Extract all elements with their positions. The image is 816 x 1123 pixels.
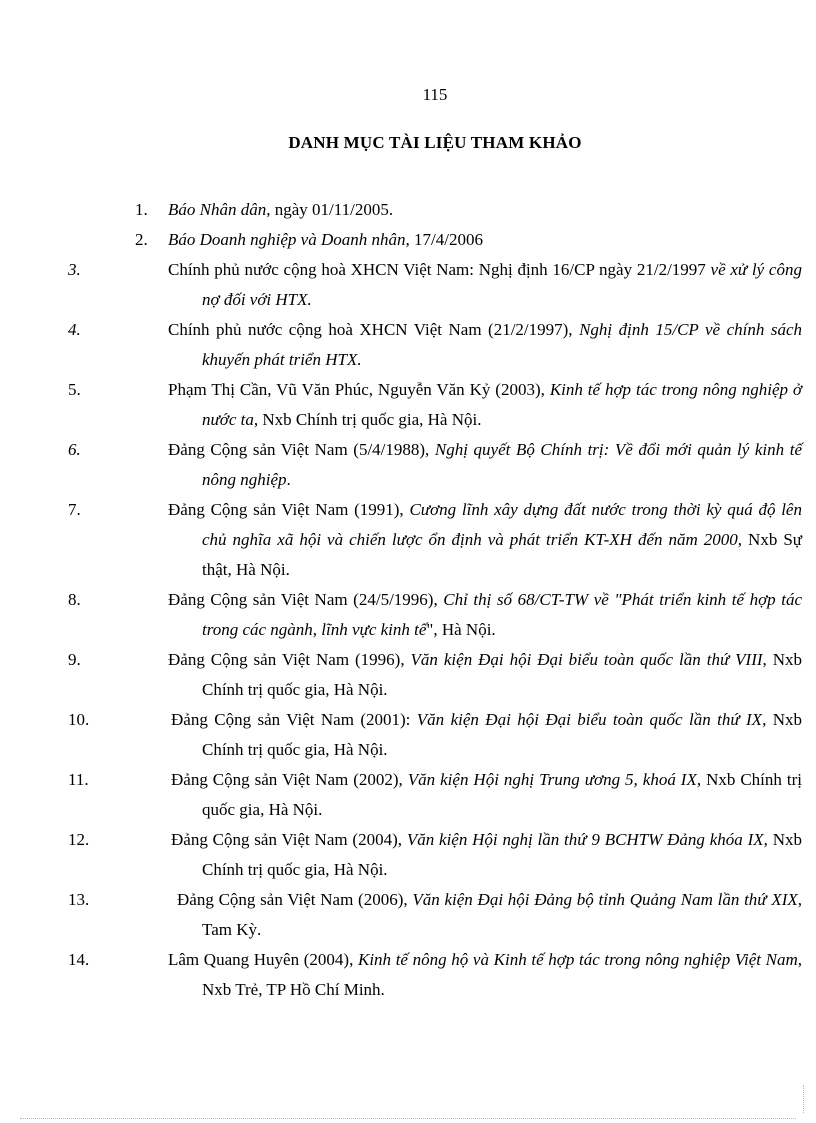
reference-text: Văn kiện Đại hội Đại biểu toàn quốc lần thứ IX	[416, 710, 763, 729]
reference-text: Lâm Quang Huyên (2004),	[168, 950, 358, 969]
reference-text: Văn kiện Hội nghị lần thứ 9 BCHTW Đảng khóa IX	[406, 830, 764, 849]
reference-text: , Tam Kỳ.	[202, 890, 802, 939]
reference-text: , Nxb Chính trị quốc gia, Hà Nội.	[253, 410, 482, 429]
reference-item	[68, 705, 802, 765]
reference-number: 5.	[68, 380, 81, 399]
reference-text: Nghị quyết Bộ Chính trị: Về đổi mới quản lý kinh tế nông nghiệp	[202, 440, 802, 489]
reference-item	[68, 435, 802, 495]
reference-number: 11.	[68, 770, 89, 789]
page-number: 115	[422, 85, 448, 104]
reference-item	[68, 255, 802, 315]
reference-text: Nghị định 15/CP về chính sách khuyến phát triển HTX.	[202, 320, 802, 369]
reference-text: Đảng Cộng sản Việt Nam (2001):	[171, 710, 417, 729]
page-border-dotted	[20, 1118, 796, 1119]
reference-text: , Nxb Chính trị quốc gia, Hà Nội.	[202, 830, 803, 879]
reference-item	[68, 825, 803, 885]
reference-number: 9.	[68, 650, 81, 669]
reference-text: Kinh tế nông hộ và Kinh tế hợp tác trong nông nghiệp Việt Nam	[357, 950, 798, 969]
reference-text: , Nxb Chính trị quốc gia, Hà Nội.	[202, 650, 803, 699]
reference-number: 1.	[135, 200, 148, 219]
reference-item	[68, 585, 803, 645]
reference-text: , ngày 01/11/2005.	[266, 200, 394, 219]
reference-item	[68, 765, 802, 825]
reference-text: Chính phủ nước cộng hoà XHCN Việt Nam: Nghị định 16/CP ngày 21/2/1997	[168, 260, 711, 279]
reference-text: Văn kiện Hội nghị Trung ương 5, khoá IX	[407, 770, 697, 789]
reference-item	[135, 195, 735, 225]
reference-item	[135, 225, 735, 255]
reference-item	[68, 315, 802, 375]
reference-text: Chính phủ nước cộng hoà XHCN Việt Nam (21/2/1997),	[168, 320, 580, 339]
reference-text: , Nxb Sự thật, Hà Nội.	[202, 530, 802, 579]
reference-item	[68, 885, 802, 945]
reference-text: ", Hà Nội.	[426, 620, 496, 639]
reference-text: Đảng Cộng sản Việt Nam (2004),	[171, 830, 407, 849]
reference-item	[68, 945, 802, 1005]
reference-text: Kinh tế hợp tác trong nông nghiệp ở nước ta	[202, 380, 802, 429]
reference-text: Đảng Cộng sản Việt Nam (24/5/1996),	[168, 590, 444, 609]
reference-text: , Nxb Chính trị quốc gia, Hà Nội.	[202, 710, 802, 759]
reference-item	[68, 375, 802, 435]
reference-text: Đảng Cộng sản Việt Nam (2002),	[171, 770, 408, 789]
reference-number: 7.	[68, 500, 81, 519]
reference-number: 3.	[68, 260, 81, 279]
reference-text: , 17/4/2006	[405, 230, 483, 249]
reference-text: Đảng Cộng sản Việt Nam (1996),	[168, 650, 411, 669]
reference-text: Cương lĩnh xây dựng đất nước trong thời kỳ quá độ lên chủ nghĩa xã hội và chiến lược ổn định và phát triển KT-XH đến năm 2000	[202, 500, 802, 549]
reference-number: 10.	[68, 710, 90, 729]
reference-text: Báo Nhân dân	[168, 200, 267, 219]
reference-text: , Nxb Chính trị quốc gia, Hà Nội.	[202, 770, 802, 819]
page-corner-dotted	[803, 1085, 804, 1113]
reference-number: 8.	[68, 590, 81, 609]
reference-number: 13.	[68, 890, 90, 909]
reference-item	[68, 495, 802, 585]
reference-text: Văn kiện Đại hội Đảng bộ tỉnh Quảng Nam lần thứ XIX	[412, 890, 798, 909]
page-title: DANH MỤC TÀI LIỆU THAM KHẢO	[288, 133, 582, 152]
reference-text: Văn kiện Đại hội Đại biểu toàn quốc lần thứ VIII	[410, 650, 763, 669]
reference-text: Đảng Cộng sản Việt Nam (1991),	[168, 500, 410, 519]
reference-text: .	[286, 470, 291, 489]
reference-text: Phạm Thị Cần, Vũ Văn Phúc, Nguyễn Văn Kỷ (2003),	[168, 380, 550, 399]
reference-text: Đảng Cộng sản Việt Nam (5/4/1988),	[168, 440, 435, 459]
reference-item	[68, 645, 803, 705]
reference-number: 12.	[68, 830, 90, 849]
reference-number: 4.	[68, 320, 81, 339]
reference-text: , Nxb Trẻ, TP Hồ Chí Minh.	[202, 950, 802, 999]
reference-number: 14.	[68, 950, 90, 969]
reference-text: Chỉ thị số 68/CT-TW về "Phát triển kinh tế hợp tác trong các ngành, lĩnh vực kinh tế	[202, 590, 803, 639]
reference-text: về xử lý công nợ đối với HTX.	[202, 260, 802, 309]
reference-number: 6.	[68, 440, 81, 459]
reference-number: 2.	[135, 230, 148, 249]
reference-text: Đảng Cộng sản Việt Nam (2006),	[177, 890, 413, 909]
reference-text: Báo Doanh nghiệp và Doanh nhân	[168, 230, 406, 249]
